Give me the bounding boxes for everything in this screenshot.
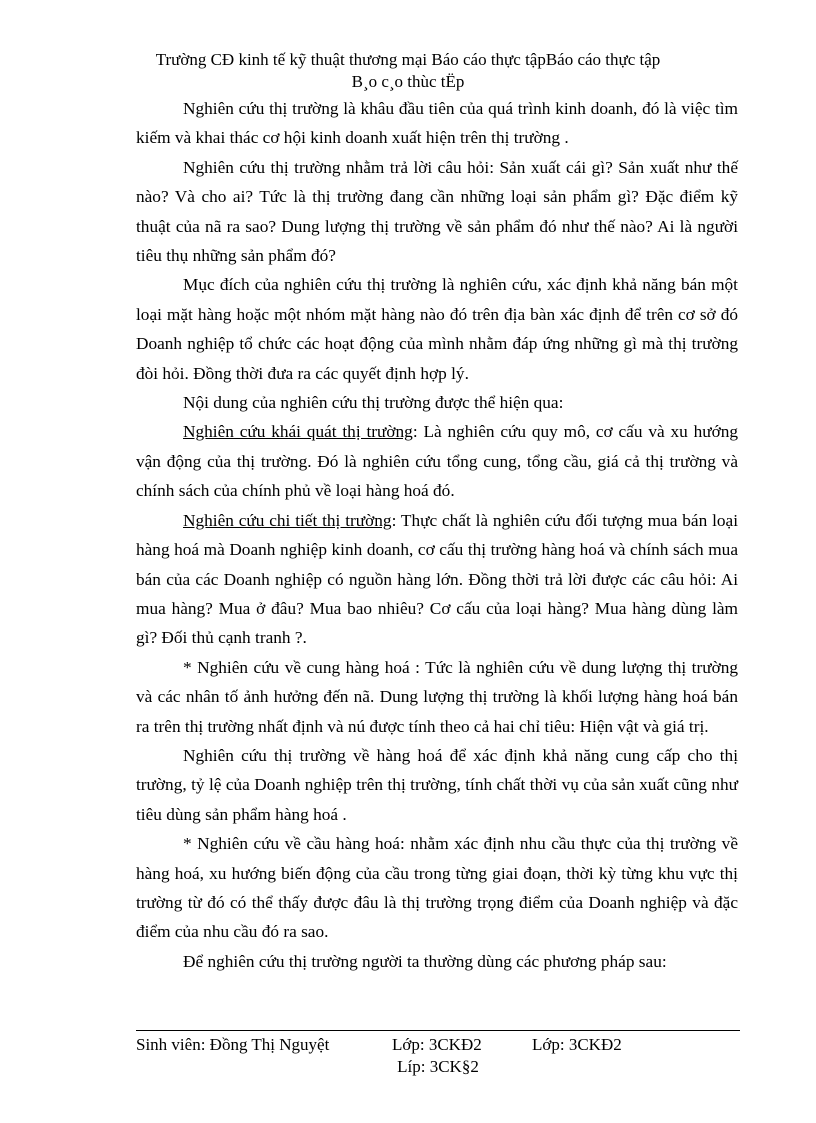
paragraph: [136, 947, 738, 976]
footer-row: [136, 1034, 740, 1056]
paragraph-text: Nghiên cứu thị trường là khâu đầu tiên của quá trình kinh doanh, đó là việc tìm kiếm và khai thác cơ hội kinh doanh xuất hiện trên thị trường .: [136, 99, 738, 148]
paragraph: [136, 653, 738, 741]
page-footer: [136, 1034, 740, 1078]
paragraph: [136, 829, 738, 947]
paragraph: [136, 741, 738, 829]
footer-class-label: Lớp: 3CKĐ2: [392, 1035, 482, 1054]
footer-divider: [136, 1030, 740, 1031]
paragraph-text: * Nghiên cứu về cung hàng hoá : Tức là nghiên cứu về dung lượng thị trường và các nhân tố ảnh hưởng đến nã. Dung lượng thị trường là khối lượng hàng hoá bán ra trên thị trường nhất định và nú được tính theo cả hai chỉ tiêu: Hiện vật và giá trị.: [136, 657, 738, 736]
underlined-heading: Nghiên cứu khái quát thị trường: [183, 422, 413, 442]
header-subtitle: B¸o c¸o thùc tËp: [351, 72, 465, 91]
paragraph-text: : Thực chất là nghiên cứu đối tượng mua bán loại hàng hoá mà Doanh nghiệp kinh doanh, cơ cấu thị trường hàng hoá và chính sách mua bán của các Doanh nghiệp có nguồn hàng lớn. Đồng thời trả lời được các câu hỏi: Ai mua hàng? Mua ở đâu? Mua bao nhiêu? Cơ cấu của loại hàng? Mua hàng dùng làm gì? Đối thủ cạnh tranh ?.: [136, 510, 738, 648]
paragraph: [136, 388, 738, 417]
document-body: [136, 94, 738, 976]
paragraph-text: Nội dung của nghiên cứu thị trường được thể hiện qua:: [183, 393, 564, 413]
page-header: [0, 49, 816, 93]
paragraph: [136, 153, 738, 271]
paragraph-text: Nghiên cứu thị trường về hàng hoá để xác định khả năng cung cấp cho thị trường, tỷ lệ của Doanh nghiệp trên thị trường, tính chất thời vụ của sản xuất cũng như tiêu dùng sản phẩm hàng hoá .: [136, 745, 738, 824]
footer-class-label-garbled: Líp: 3CK§2: [397, 1057, 479, 1076]
footer-student-name: Sinh viên: Đồng Thị Nguyệt: [136, 1035, 330, 1054]
paragraph: [136, 417, 738, 505]
underlined-heading: Nghiên cứu chi tiết thị trường: [183, 510, 392, 530]
paragraph-text: Mục đích của nghiên cứu thị trường là nghiên cứu, xác định khả năng bán một loại mặt hàng hoặc một nhóm mặt hàng nào đó trên địa bàn xác định để trên cơ sở đó Doanh nghiệp tổ chức các hoạt động của mình nhằm đáp ứng những gì mà thị trường đòi hỏi. Đồng thời đưa ra các quyết định hợp lý.: [136, 275, 738, 383]
paragraph: [136, 270, 738, 388]
footer-class-label: Lớp: 3CKĐ2: [532, 1035, 622, 1054]
paragraph: [136, 506, 738, 653]
paragraph: [136, 94, 738, 153]
paragraph-text: : Là nghiên cứu quy mô, cơ cấu và xu hướng vận động của thị trường. Đó là nghiên cứu tổng cung, tổng cầu, giá cả thị trường và chính sách của chính phủ về loại hàng hoá đó.: [136, 422, 739, 501]
paragraph-text: Nghiên cứu thị trường nhằm trả lời câu hỏi: Sản xuất cái gì? Sản xuất như thế nào? Và cho ai? Tức là thị trường đang cần những loại sản phẩm gì? Đặc điểm kỹ thuật của nã ra sao? Dung lượng thị trường về sản phẩm đó như thế nào? Ai là người tiêu thụ những sản phẩm đó?: [136, 157, 738, 266]
paragraph-text: Để nghiên cứu thị trường người ta thường dùng các phương pháp sau:: [183, 951, 667, 971]
paragraph-text: * Nghiên cứu về cầu hàng hoá: nhằm xác định nhu cầu thực của thị trường về hàng hoá, xu hướng biến động của cầu trong từng giai đoạn, thời kỳ từng khu vực thị trường từ đó có thể thấy được đâu là thị trường trọng điểm của Doanh nghiệp và đặc điểm của nhu cầu đó ra sao.: [136, 834, 738, 942]
header-title: Trường CĐ kinh tế kỹ thuật thương mại Báo cáo thực tậpBáo cáo thực tập: [155, 50, 661, 69]
